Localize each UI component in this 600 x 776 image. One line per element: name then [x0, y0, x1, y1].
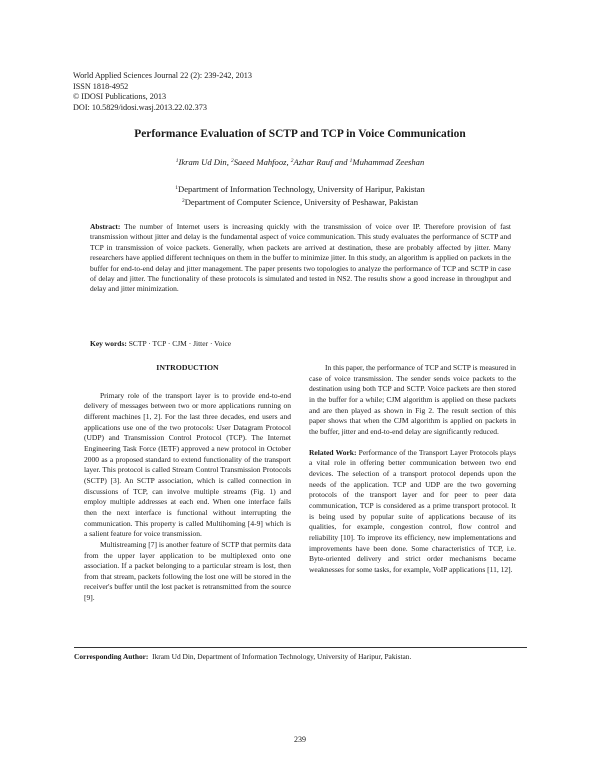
affiliation-1 [0, 183, 600, 196]
journal-info [73, 71, 373, 113]
corresponding-author-label: Corresponding Author: [74, 652, 149, 661]
keywords [90, 339, 511, 349]
journal-copyright: © IDOSI Publications, 2013 [73, 92, 167, 102]
journal-issn: ISSN 1818-4952 [73, 81, 129, 91]
journal-citation: World Applied Sciences Journal 22 (2): 239-242, 2013 [73, 71, 252, 80]
related-work-label: Related Work: [309, 447, 357, 457]
affiliation-2-sup: 2 [181, 198, 185, 204]
author-3-sup: 2 [290, 158, 294, 164]
corresponding-author-text: Ikram Ud Din, Department of Information Technology, University of Haripur, Pakistan. [152, 652, 412, 661]
paragraph-gap [309, 438, 516, 448]
abstract-label: Abstract: [90, 222, 121, 231]
keywords-label: Key words: [90, 339, 127, 348]
intro-paragraph-1: Primary role of the transport layer is to provide end-to-end delivery of messages between two or more applications running on different machines [1, 2]. For the last three decades, end users and applications use one of the two protocols: User Datagram Protocol (UDP) and Transmission Control Protocol (TCP). The Internet Engineering Task Force (IETF) approved a new protocol in October 2000 as a proposed standard to extend functionality of the transport layer. This protocol is called Stream Control Transmission Protocols (SCTP) [3]. An SCTP association, which is called connection in discussions of TCP, can involve multiple streams (Fig. 1) and employ multiple addresses at each end. When one interface fails then the next interface is functional without interrupting the communication. This property is called Multihoming [4-9] which is a salient feature for voice transmission. [84, 390, 291, 539]
author-4: Muhammad Zeeshan [352, 157, 425, 167]
intro-paragraph-2: Multistreaming [7] is another feature of SCTP that permits data from the upper layer application to be multiplexed onto one association. If a packet belonging to a particular stream is lost, then from that stream, packets following the lost one will be stored in the receiver's buffer until the lost packet is retransmitted from the source [9]. [84, 539, 291, 603]
author-list [0, 157, 600, 167]
author-1: Ikram Ud Din, [178, 157, 231, 167]
left-column [84, 363, 291, 604]
keywords-text: SCTP · TCP · CJM · Jitter · Voice [126, 339, 232, 348]
author-1-sup: 1 [175, 158, 179, 164]
related-work-text: Performance of the Transport Layer Protocols plays a vital role in offering better communication between two end devices. The selection of a transport protocol depends upon the needs of the application. TCP and UDP are the two governing protocols of the transport layer and for peer to peer data communication, TCP is considered as a prime transport protocol. It is being used by popular suite of applications because of its qualities, for example, congestion control, flow control and reliability [10]. To improve its efficiency, new implementations and improvements have been done. Some characteristics of TCP, i.e. Byte-oriented delivery and strict order mechanisms became weaknesses for some tasks, for example, VoIP applications [11, 12]. [309, 447, 516, 574]
related-work-paragraph [309, 448, 516, 576]
abstract [90, 222, 511, 295]
right-column [309, 363, 516, 575]
page-number: 239 [294, 735, 306, 744]
journal-doi: DOI: 10.5829/idosi.wasj.2013.22.02.373 [73, 102, 207, 112]
author-2-sup: 2 [231, 158, 234, 164]
author-2: Saeed Mahfooz, [233, 157, 291, 167]
affiliation-2 [0, 196, 600, 209]
author-3: Azhar Rauf and [293, 157, 350, 167]
affiliation-1-sup: 1 [175, 185, 178, 191]
paper-title: Performance Evaluation of SCTP and TCP in Voice Communication [134, 128, 466, 140]
introduction-heading: INTRODUCTION [156, 363, 219, 372]
intro-paragraph-3: In this paper, the performance of TCP and SCTP is measured in case of voice transmission. The sender sends voice packets to the destination using both TCP and SCTP. Voice packets are then stored in the buffer for a while; CJM algorithm is applied on these packets and are then played as shown in Fig 2. The result section of this paper shows that when the CJM algorithm is applied on packets in the buffer, jitter and end-to-end delay are significantly reduced. [309, 363, 516, 436]
corresponding-author [74, 652, 534, 661]
affiliation-1-text: Department of Information Technology, University of Haripur, Pakistan [177, 184, 425, 194]
abstract-text: The number of Internet users is increasing quickly with the transmission of voice over IP. Therefore provision of fast transmission without jitter and delay is the fundamental aspect of voice communication. This study evaluates the performance of SCTP and TCP in transmission of voice packets. Generally, when packets are arrived at destination, these are probably affected by jitter. Many researchers have applied different techniques on them in the buffer to minimize jitter. In this study, an algorithm is applied on packets in the buffer for end-to-end delay and jitter management. The paper presents two topologies to analyze the performance of TCP and SCTP in case of delay and jitter. The functionality of these protocols is simulated and tested in NS2. The results show a good increase in throughput and delay and jitter minimization. [90, 222, 511, 294]
footnote-rule [74, 647, 527, 648]
affiliation-2-text: Department of Computer Science, University of Peshawar, Pakistan [184, 197, 419, 207]
author-4-sup: 1 [349, 158, 353, 164]
affiliation-list [0, 183, 600, 209]
